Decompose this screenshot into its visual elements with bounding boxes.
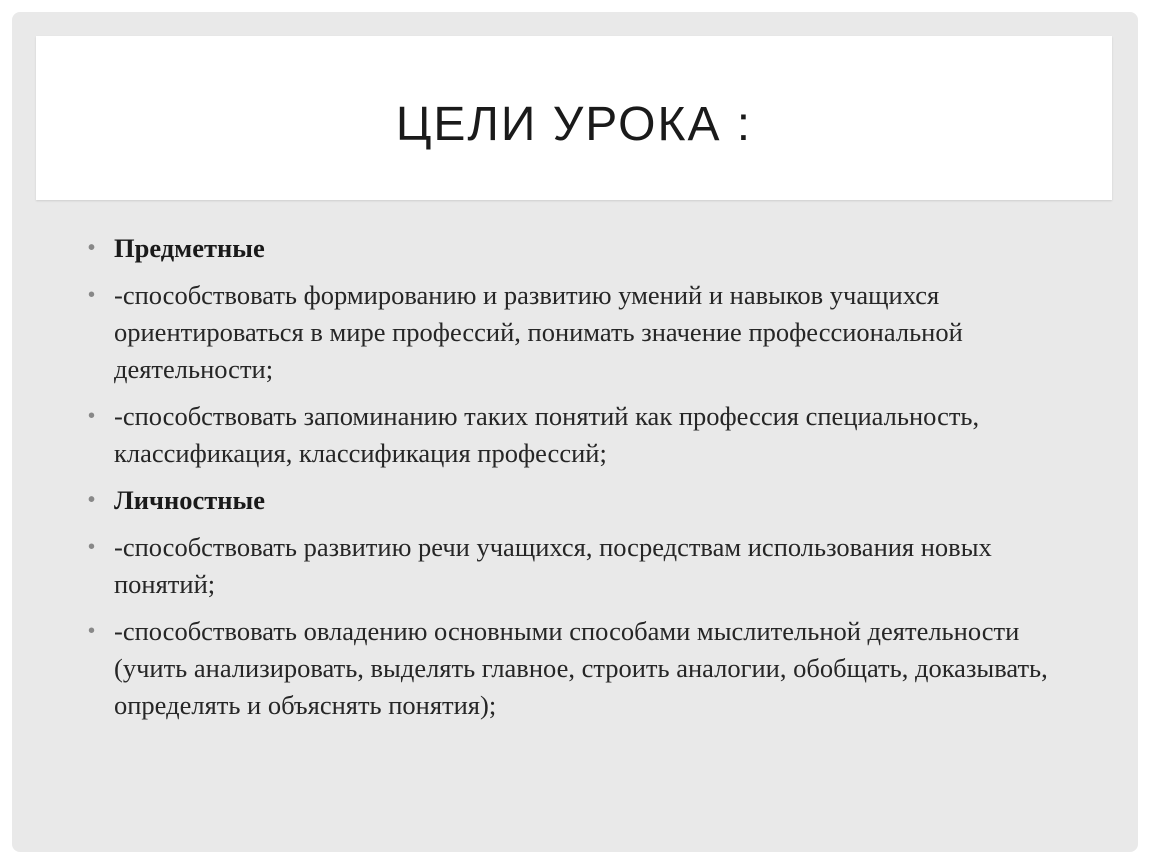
slide-title: ЦЕЛИ УРОКА :: [395, 97, 753, 151]
bullet-item: • -способствовать овладению основными способами мыслительной деятельности (учить анализировать, выделять главное, строить аналогии, обобщать, доказывать, определять и объяснять понятия);: [88, 613, 1098, 724]
bullet-item: • -способствовать развитию речи учащихся, посредствам использования новых понятий;: [88, 529, 1098, 603]
bullet-item: • -способствовать запоминанию таких понятий как профессия специальность, классификация, классификация профессий;: [88, 398, 1098, 472]
bullet-item: • -способствовать формированию и развитию умений и навыков учащихся ориентироваться в мире профессий, понимать значение профессиональной деятельности;: [88, 277, 1098, 388]
title-box: [36, 36, 1112, 200]
slide: [12, 12, 1138, 852]
bullet-list: [88, 230, 1098, 734]
section-heading-subject: • Предметные: [88, 230, 1098, 267]
section-heading-personal: • Личностные: [88, 482, 1098, 519]
